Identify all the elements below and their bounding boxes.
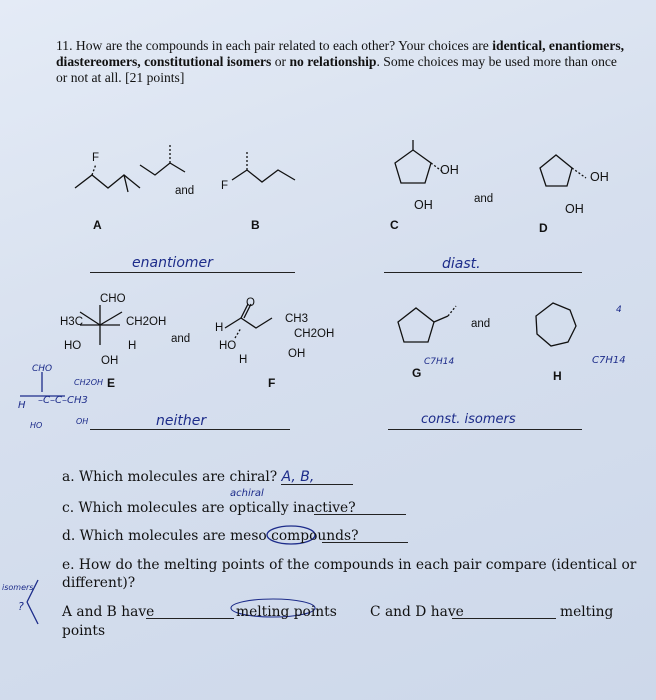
blank-a (281, 484, 353, 485)
fischer-ch2oh: CH2OH (74, 378, 104, 387)
label-H: H (553, 369, 562, 383)
H-F2: H (239, 354, 248, 366)
question-text-post: . Some choices may be used more than once or not at all. [21 points] (56, 54, 617, 85)
fischer-h: H (18, 400, 26, 411)
answer-GH: const. isomers (421, 412, 516, 427)
OH-C1: OH (440, 163, 459, 177)
label-G: G (412, 366, 422, 380)
OH-F: OH (288, 348, 306, 360)
subq-ab: A and B have (62, 604, 155, 620)
meso-circled: meso (230, 528, 267, 544)
subq-e-1: e. How do the melting points of the compounds in each pair compare (identical or (62, 557, 637, 573)
H-F1: H (215, 322, 224, 334)
ring-G (398, 308, 434, 342)
OH-E: OH (101, 355, 119, 367)
isomers-note: isomers (2, 583, 34, 592)
CH2OH-F: CH2OH (294, 328, 335, 340)
CHO-E: CHO (100, 293, 126, 305)
fischer-ho: HO (30, 421, 43, 430)
fischer-mid: –C–C–CH3 (38, 395, 88, 406)
label-E: E (107, 376, 116, 390)
CH2OH-E: CH2OH (126, 316, 167, 328)
answer-AB: enantiomer (132, 255, 213, 271)
question-mark: ? (18, 600, 24, 613)
fischer-cho: CHO (32, 364, 53, 374)
HO-E: HO (64, 340, 82, 352)
fischer-oh: OH (76, 417, 89, 426)
blank-cd (452, 618, 556, 619)
OH-D1: OH (590, 170, 609, 184)
subq-e-2: different)? (62, 575, 136, 591)
question-number: 11. (56, 38, 73, 53)
answer-CD: diast. (442, 256, 481, 272)
and-GH: and (471, 318, 491, 330)
ring-H (536, 303, 576, 346)
points-label: points (62, 623, 106, 639)
and-AB: and (175, 185, 195, 197)
blank-AB (90, 272, 295, 273)
question-text-pre: How are the compounds in each pair related to each other? Your choices are (75, 38, 489, 53)
blank-d (322, 542, 408, 543)
subq-c: c. Which molecules are optically inactive? (62, 500, 356, 516)
molecule-A-chain (75, 175, 140, 188)
formula-G: C7H14 (424, 357, 455, 367)
H-E: H (128, 340, 137, 352)
blank-ab (146, 618, 234, 619)
choice-identical: identical, (492, 38, 546, 53)
blank-EF (90, 429, 290, 430)
achiral-note: achiral (230, 488, 264, 499)
or-word: or (274, 54, 287, 69)
OH-D2: OH (565, 202, 584, 216)
mp2-label: melting (560, 604, 614, 620)
mp-label: melting points (236, 604, 337, 620)
OH-C2: OH (414, 198, 433, 212)
blank-CD (384, 272, 582, 273)
answer-EF: neither (156, 413, 207, 429)
and-CD: and (474, 193, 494, 205)
blank-GH (388, 429, 582, 430)
choice-no-relationship: no relationship (289, 54, 377, 69)
subq-a: a. Which molecules are chiral? A, B, (62, 469, 315, 485)
blank-c (314, 514, 406, 515)
label-D: D (539, 221, 548, 235)
H3C-E: H3C (60, 316, 84, 328)
mark-4: 4 (616, 305, 622, 315)
atom-F-B: F (221, 180, 229, 192)
answer-chiral: A, B, (281, 469, 315, 485)
atom-F-A: F (92, 152, 100, 164)
and-EF: and (171, 333, 191, 345)
label-A: A (93, 218, 102, 232)
subq-d: d. Which molecules are meso compounds? (62, 528, 359, 544)
label-B: B (251, 218, 260, 232)
molecule-B-chain (232, 170, 295, 182)
label-C: C (390, 218, 399, 232)
label-F: F (268, 376, 276, 390)
formula-H: C7H14 (592, 355, 626, 366)
HO-F: HO (219, 340, 237, 352)
ring-C (395, 150, 431, 183)
O-F: O (246, 297, 255, 309)
CH3-F: CH3 (285, 313, 309, 325)
choice-list: enantiomers, diastereomers, constitutional isomers (56, 38, 625, 69)
ring-D (540, 155, 572, 186)
subq-cd: C and D have (370, 604, 464, 620)
